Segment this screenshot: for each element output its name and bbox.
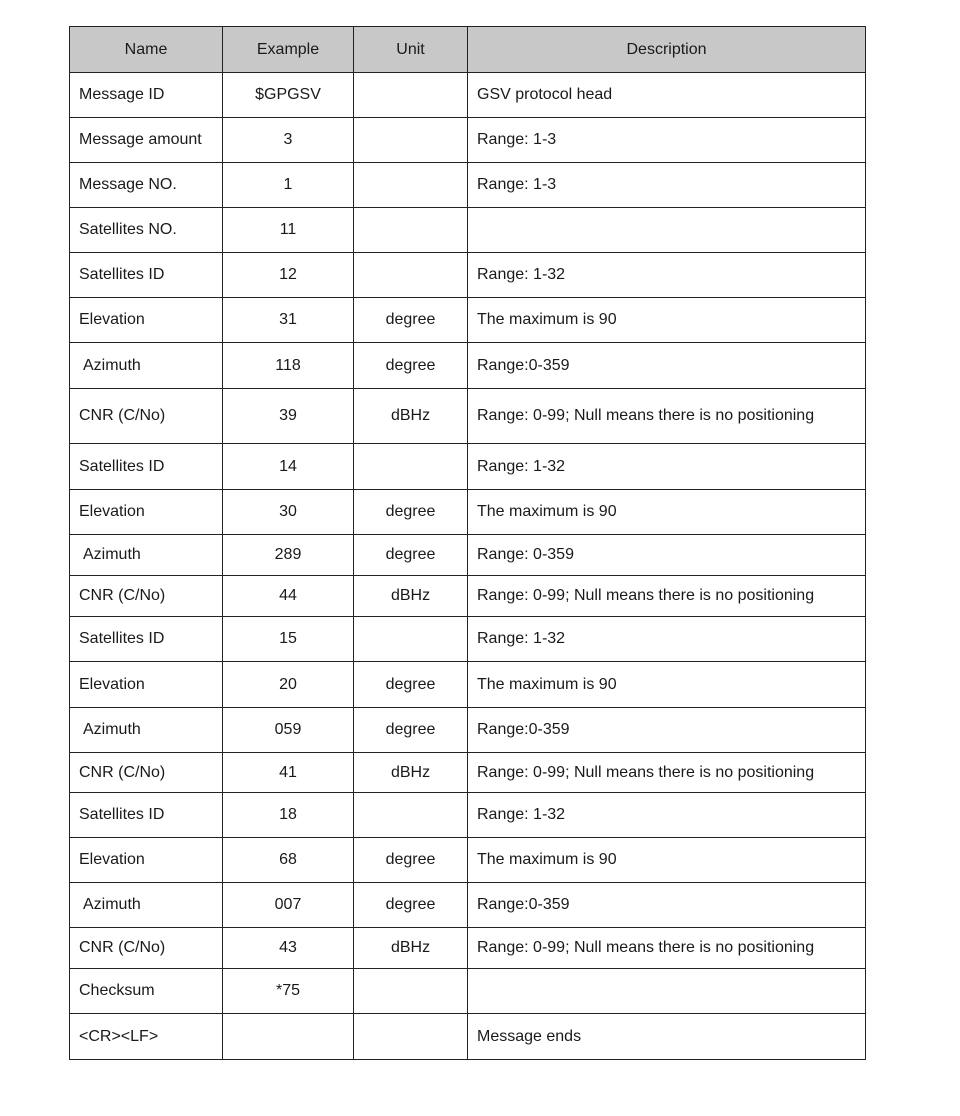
table-row [70,708,866,753]
table-row [70,753,866,793]
cell-name: Elevation [70,490,223,535]
cell-example: 31 [223,298,354,343]
header-description: Description [468,27,866,73]
table-row [70,793,866,838]
cell-description: Range: 1-32 [468,444,866,490]
cell-description: Range: 0-99; Null means there is no positioning [468,576,866,617]
table-row [70,883,866,928]
cell-unit: degree [354,708,468,753]
cell-example: 18 [223,793,354,838]
cell-description: Range: 1-32 [468,617,866,662]
cell-unit: degree [354,343,468,389]
cell-name: Azimuth [70,343,223,389]
cell-unit: degree [354,838,468,883]
cell-example: 20 [223,662,354,708]
cell-example: 1 [223,163,354,208]
gsv-protocol-table [69,26,866,1060]
cell-name: Azimuth [70,708,223,753]
table-row [70,490,866,535]
header-name: Name [70,27,223,73]
cell-unit: degree [354,883,468,928]
cell-unit [354,253,468,298]
cell-description: Range: 0-99; Null means there is no positioning [468,389,866,444]
cell-unit [354,793,468,838]
cell-description: The maximum is 90 [468,298,866,343]
cell-name: Satellites ID [70,617,223,662]
cell-example: 12 [223,253,354,298]
header-example: Example [223,27,354,73]
cell-name: CNR (C/No) [70,389,223,444]
cell-example: *75 [223,969,354,1014]
cell-description: Range:0-359 [468,708,866,753]
cell-example: 11 [223,208,354,253]
cell-unit [354,617,468,662]
cell-example: 118 [223,343,354,389]
cell-example: 44 [223,576,354,617]
header-row [70,27,866,73]
cell-unit: degree [354,298,468,343]
cell-example: 30 [223,490,354,535]
table-row [70,163,866,208]
table-row [70,444,866,490]
cell-example [223,1014,354,1060]
cell-name: Message amount [70,118,223,163]
cell-unit [354,208,468,253]
cell-name: Azimuth [70,883,223,928]
cell-description: Range: 0-99; Null means there is no positioning [468,928,866,969]
cell-example: 007 [223,883,354,928]
table-row [70,298,866,343]
table-row [70,617,866,662]
cell-description: Range: 1-32 [468,253,866,298]
cell-name: Message NO. [70,163,223,208]
table-row [70,208,866,253]
cell-name: Elevation [70,298,223,343]
cell-description: Range: 0-99; Null means there is no positioning [468,753,866,793]
cell-name: Azimuth [70,535,223,576]
cell-description: The maximum is 90 [468,838,866,883]
cell-unit: degree [354,490,468,535]
cell-unit [354,163,468,208]
cell-name: Satellites ID [70,253,223,298]
table-body [70,73,866,1060]
table-row [70,1014,866,1060]
cell-example: 14 [223,444,354,490]
cell-name: Elevation [70,662,223,708]
cell-unit: dBHz [354,753,468,793]
table-row [70,662,866,708]
cell-unit [354,118,468,163]
cell-name: Elevation [70,838,223,883]
cell-name: CNR (C/No) [70,753,223,793]
cell-description: Range:0-359 [468,343,866,389]
cell-name: CNR (C/No) [70,928,223,969]
cell-unit: dBHz [354,928,468,969]
cell-unit: dBHz [354,576,468,617]
table-row [70,969,866,1014]
cell-unit [354,73,468,118]
cell-description [468,969,866,1014]
cell-unit [354,969,468,1014]
cell-name: Satellites NO. [70,208,223,253]
cell-example: 41 [223,753,354,793]
cell-unit: dBHz [354,389,468,444]
table-row [70,73,866,118]
cell-name: Satellites ID [70,793,223,838]
cell-example: 15 [223,617,354,662]
cell-unit: degree [354,535,468,576]
table-row [70,343,866,389]
cell-example: 39 [223,389,354,444]
table-row [70,928,866,969]
cell-name: Satellites ID [70,444,223,490]
cell-example: 289 [223,535,354,576]
cell-name: Message ID [70,73,223,118]
header-unit: Unit [354,27,468,73]
cell-description: The maximum is 90 [468,490,866,535]
table-row [70,389,866,444]
cell-name: <CR><LF> [70,1014,223,1060]
table-row [70,576,866,617]
table-row [70,535,866,576]
table-row [70,118,866,163]
cell-example: $GPGSV [223,73,354,118]
cell-example: 059 [223,708,354,753]
cell-description: The maximum is 90 [468,662,866,708]
cell-description: Message ends [468,1014,866,1060]
cell-description [468,208,866,253]
cell-name: Checksum [70,969,223,1014]
cell-unit [354,444,468,490]
table-row [70,253,866,298]
cell-example: 43 [223,928,354,969]
cell-description: Range: 1-32 [468,793,866,838]
cell-example: 3 [223,118,354,163]
cell-description: Range: 0-359 [468,535,866,576]
cell-description: Range:0-359 [468,883,866,928]
cell-description: GSV protocol head [468,73,866,118]
table-header [70,27,866,73]
cell-unit [354,1014,468,1060]
cell-unit: degree [354,662,468,708]
table-row [70,838,866,883]
cell-name: CNR (C/No) [70,576,223,617]
cell-description: Range: 1-3 [468,118,866,163]
cell-example: 68 [223,838,354,883]
cell-description: Range: 1-3 [468,163,866,208]
